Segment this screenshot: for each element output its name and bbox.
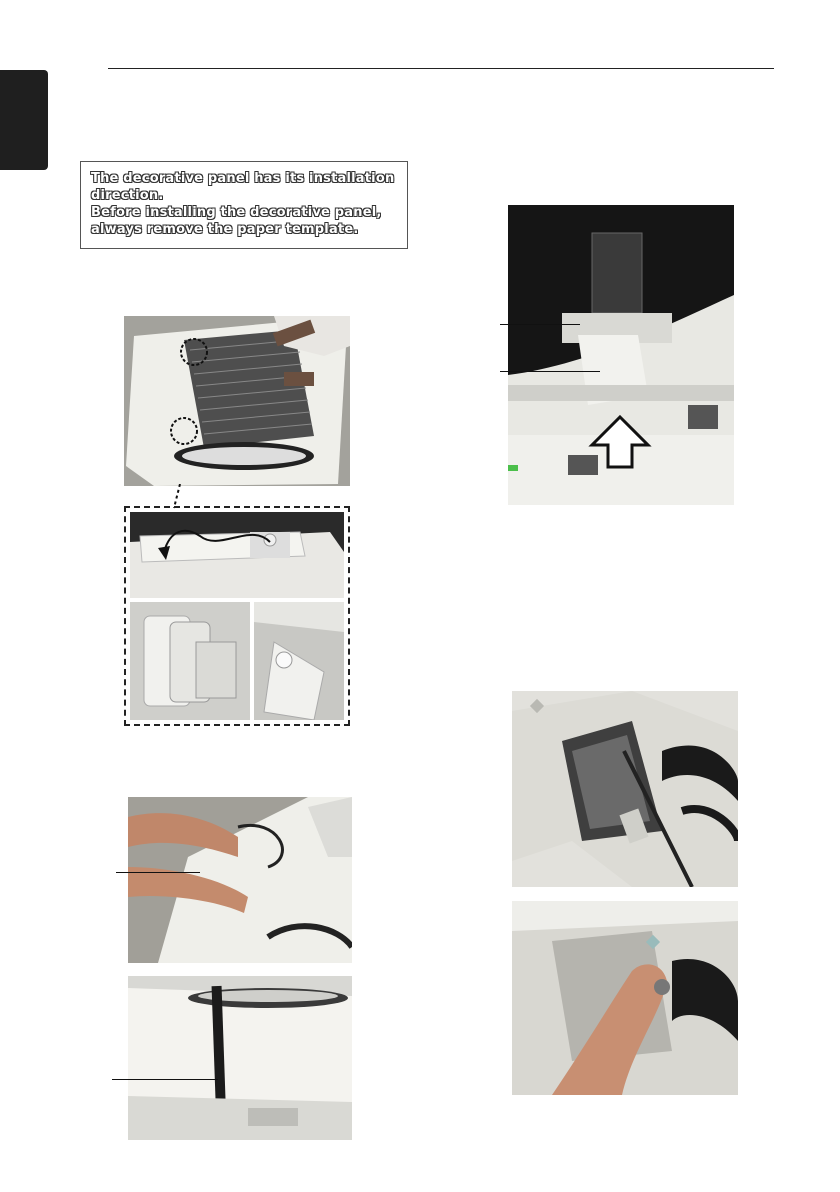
photo-hook-engagement <box>508 205 734 505</box>
photo-corner-cover <box>128 797 352 963</box>
language-tab <box>0 70 48 170</box>
callout-leader-clip <box>500 371 600 372</box>
header-rule <box>108 68 774 69</box>
callout-leader-corner <box>116 872 200 873</box>
photo-hand-inspection <box>512 901 738 1095</box>
photo-panel-on-floor <box>124 316 350 486</box>
photo-hinge-top <box>130 512 344 598</box>
callout-leader-hook <box>500 324 580 325</box>
photo-screw-tightening <box>512 691 738 887</box>
note-line-3: Before installing the decorative panel, <box>91 205 382 220</box>
photo-safety-strap <box>128 976 352 1140</box>
note-line-2: direction. <box>91 188 164 203</box>
photo-hinge-detail-right <box>254 602 344 720</box>
caution-note-box <box>80 161 408 249</box>
callout-leader-strap <box>112 1079 218 1080</box>
note-line-4: always remove the paper template. <box>91 222 359 237</box>
photo-hinge-detail-left <box>130 602 250 720</box>
note-line-1: The decorative panel has its installation <box>91 171 395 186</box>
